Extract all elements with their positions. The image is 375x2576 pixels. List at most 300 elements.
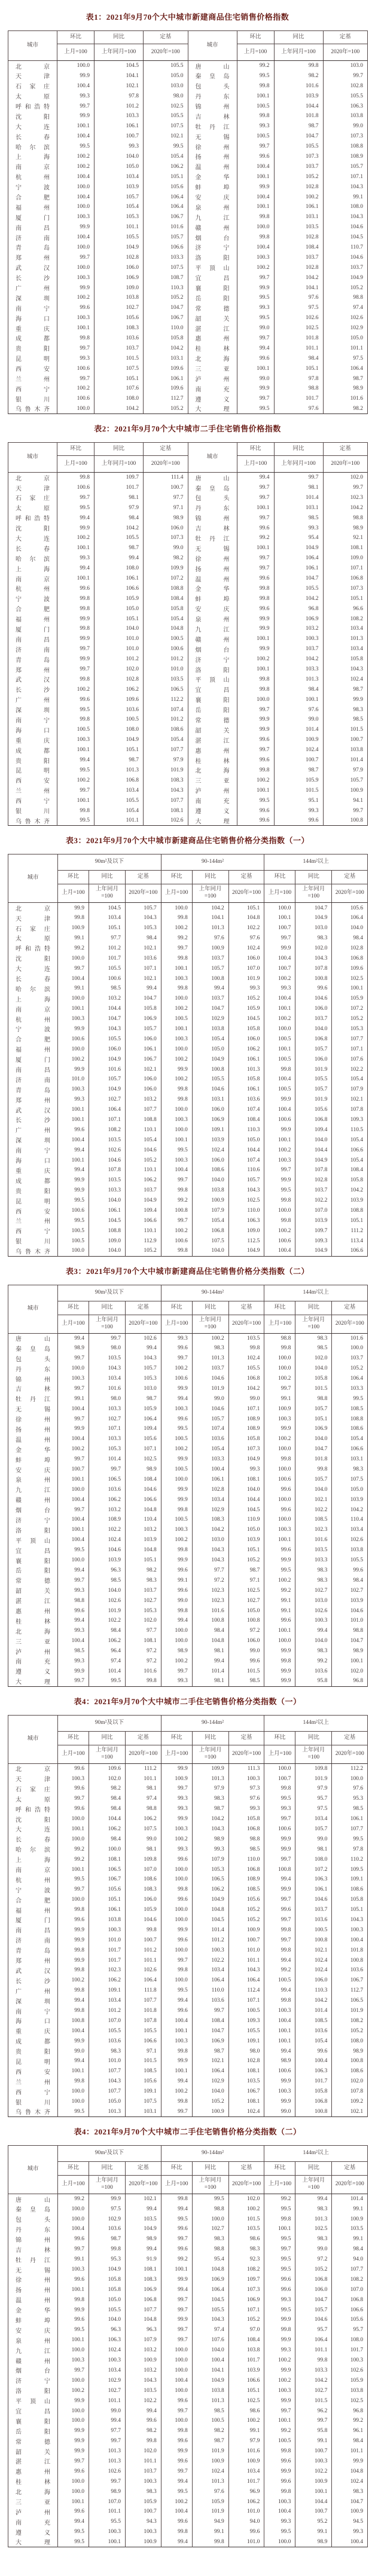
value-cell: 100.2 — [58, 2385, 89, 2396]
value-cell: 102.5 — [295, 2224, 332, 2234]
table-row — [8, 1085, 368, 1095]
sub-header: 上年同月=100 — [192, 1745, 228, 1763]
value-cell: 99.8 — [126, 1676, 161, 1686]
value-cell: 96.3 — [89, 1566, 126, 1576]
value-cell: 105.0 — [144, 71, 188, 81]
value-cell: 101.6 — [192, 1606, 228, 1616]
value-cell: 101.9 — [295, 1095, 332, 1105]
value-cell: 99.7 — [89, 1465, 126, 1475]
value-cell: 101.6 — [126, 1666, 161, 1676]
value-cell: 100.4 — [264, 953, 295, 963]
value-cell: 101.9 — [332, 2006, 368, 2016]
value-cell: 103.9 — [295, 1215, 332, 1226]
value-cell: 100.0 — [58, 953, 89, 963]
value-cell: 99.9 — [264, 1666, 295, 1676]
value-cell: 100.2 — [237, 654, 274, 664]
value-cell: 108.6 — [332, 1424, 368, 1434]
city-cell: 烟台 — [188, 644, 237, 654]
value-cell: 103.4 — [332, 1525, 368, 1535]
city-cell: 深圳 — [8, 705, 57, 715]
value-cell: 98.9 — [161, 1646, 192, 1656]
value-cell: 99.8 — [161, 953, 192, 963]
sub-header: 上年同月=100 — [94, 44, 144, 61]
value-cell: 105.5 — [228, 1364, 264, 1374]
city-cell: 秦皇岛 — [8, 2204, 58, 2214]
value-cell: 100.6 — [58, 1206, 89, 1216]
city-cell: 银川 — [8, 805, 57, 816]
table-row — [8, 2056, 368, 2066]
value-cell: 99.5 — [57, 142, 94, 152]
value-cell: 100.1 — [237, 664, 274, 675]
value-cell: 100.2 — [228, 2204, 264, 2214]
value-cell: 105.1 — [94, 614, 144, 624]
value-cell: 100.2 — [57, 775, 94, 785]
value-cell: 111.2 — [332, 1226, 368, 1236]
value-cell: 99.3 — [192, 1844, 228, 1854]
value-cell: 103.6 — [126, 953, 161, 963]
value-cell: 101.7 — [89, 953, 126, 963]
value-cell: 100.3 — [57, 272, 94, 283]
city-cell: 长沙 — [8, 1115, 58, 1125]
value-cell: 99.9 — [161, 2056, 192, 2066]
value-cell: 106.8 — [295, 1034, 332, 1044]
table-row — [8, 1105, 368, 1115]
value-cell: 106.4 — [144, 192, 188, 202]
value-cell: 98.2 — [323, 404, 368, 414]
city-cell: 包头 — [188, 492, 237, 503]
value-cell: 100.2 — [161, 1444, 192, 1454]
value-cell: 96.3 — [89, 2325, 126, 2335]
value-cell: 100.0 — [161, 903, 192, 913]
city-cell: 呼和浩特 — [8, 513, 57, 523]
sub-header: 上年同月=100 — [192, 1315, 228, 1333]
value-cell: 99.5 — [264, 2265, 295, 2275]
value-cell: 101.4 — [274, 492, 323, 503]
value-cell: 99.7 — [161, 1784, 192, 1794]
value-cell: 99.0 — [237, 323, 274, 333]
table-row — [8, 634, 368, 644]
value-cell: 101.6 — [274, 81, 323, 91]
value-cell: 106.3 — [295, 1874, 332, 1885]
value-cell: 105.8 — [323, 654, 368, 664]
city-cell: 青岛 — [8, 1085, 58, 1095]
city-cell: 徐州 — [188, 142, 237, 152]
table-row — [8, 1636, 368, 1646]
value-cell: 101.8 — [332, 1945, 368, 1955]
table-row — [8, 2385, 368, 2396]
value-cell: 100.3 — [264, 2497, 295, 2507]
value-cell: 99.7 — [264, 2244, 295, 2255]
value-cell: 102.6 — [274, 313, 323, 323]
value-cell: 101.6 — [144, 222, 188, 232]
value-cell: 106.2 — [126, 1175, 161, 1186]
value-cell: 104.3 — [228, 1965, 264, 1975]
value-cell: 103.7 — [295, 1014, 332, 1024]
value-cell: 100.3 — [161, 1034, 192, 1044]
value-cell: 99.8 — [237, 684, 274, 694]
value-cell: 105.1 — [89, 1895, 126, 1905]
value-cell: 104.3 — [192, 2315, 228, 2325]
value-cell: 99.5 — [58, 2106, 89, 2116]
value-cell: 100.5 — [264, 2436, 295, 2446]
value-cell: 100.8 — [192, 973, 228, 984]
value-cell: 100.1 — [332, 984, 368, 994]
value-cell: 102.2 — [295, 1505, 332, 1515]
value-cell: 99.8 — [228, 1343, 264, 1353]
table-row — [8, 1175, 368, 1186]
value-cell: 108.9 — [323, 152, 368, 162]
city-cell: 太原 — [8, 933, 58, 944]
col-header: 定基 — [332, 2161, 368, 2175]
table-row — [8, 715, 368, 725]
city-cell: 成都 — [8, 745, 57, 755]
value-cell: 100.6 — [57, 363, 94, 373]
city-cell: 西宁 — [8, 2087, 58, 2097]
value-cell: 99.3 — [58, 1626, 89, 1636]
value-cell: 98.2 — [192, 2426, 228, 2436]
value-cell: 101.3 — [89, 2446, 126, 2456]
value-cell: 100.0 — [161, 1125, 192, 1135]
value-cell: 100.2 — [264, 1374, 295, 1384]
city-cell: 韶关 — [188, 725, 237, 735]
value-cell: 103.0 — [295, 1595, 332, 1606]
value-cell: 99.7 — [264, 1854, 295, 1864]
value-cell: 107.1 — [89, 1424, 126, 1434]
data-table — [8, 2145, 368, 2547]
city-cell: 包头 — [8, 1353, 58, 1364]
value-cell: 103.3 — [144, 252, 188, 262]
value-cell: 104.9 — [295, 1246, 332, 1256]
value-cell: 99.9 — [58, 1175, 89, 1186]
value-cell: 96.3 — [126, 2325, 161, 2335]
value-cell: 99.8 — [57, 674, 94, 684]
value-cell: 99.4 — [295, 1626, 332, 1636]
value-cell: 100.1 — [57, 121, 94, 131]
table-row — [8, 1064, 368, 1074]
value-cell: 100.0 — [58, 1246, 89, 1256]
value-cell: 98.8 — [295, 1393, 332, 1404]
value-cell: 99.1 — [192, 2527, 228, 2537]
value-cell: 104.3 — [126, 2375, 161, 2385]
value-cell: 100.6 — [144, 644, 188, 654]
value-cell: 99.5 — [161, 1424, 192, 1434]
city-cell: 北海 — [8, 2486, 58, 2497]
city-cell: 常德 — [8, 1575, 58, 1585]
value-cell: 99.5 — [264, 2255, 295, 2265]
value-cell: 104.0 — [332, 923, 368, 933]
value-cell: 95.8 — [295, 2426, 332, 2436]
table-row — [8, 1925, 368, 1935]
col-header: 同比 — [274, 443, 323, 456]
value-cell: 98.5 — [192, 2406, 228, 2416]
city-cell: 湛江 — [8, 1595, 58, 1606]
city-cell: 南宁 — [8, 303, 57, 313]
sub-header: 上年同月=100 — [274, 44, 323, 61]
value-cell: 100.8 — [295, 973, 332, 984]
table-row — [8, 694, 368, 705]
value-cell: 99.1 — [332, 2234, 368, 2244]
value-cell: 99.5 — [57, 705, 94, 715]
value-cell: 99.4 — [264, 1986, 295, 1996]
value-cell: 99.8 — [57, 624, 94, 634]
value-cell: 100.0 — [161, 1626, 192, 1636]
value-cell: 97.4 — [192, 2325, 228, 2335]
value-cell: 100.6 — [58, 1034, 89, 1044]
table-row — [8, 644, 368, 654]
city-cell: 大理 — [8, 1676, 58, 1686]
value-cell: 102.4 — [89, 1535, 126, 1545]
table-row — [8, 1474, 368, 1484]
value-cell: 106.2 — [89, 1636, 126, 1646]
value-cell: 105.2 — [126, 1246, 161, 1256]
value-cell: 102.4 — [89, 2345, 126, 2356]
value-cell: 99.3 — [94, 142, 144, 152]
city-cell: 武汉 — [8, 674, 57, 684]
value-cell: 99.8 — [57, 333, 94, 344]
value-cell: 99.9 — [58, 903, 89, 913]
value-cell: 99.8 — [161, 984, 192, 994]
value-cell: 102.9 — [192, 2076, 228, 2087]
value-cell: 104.3 — [323, 212, 368, 222]
value-cell: 100.0 — [58, 2476, 89, 2486]
value-cell: 106.0 — [228, 953, 264, 963]
value-cell: 102.5 — [228, 1585, 264, 1595]
value-cell: 99.8 — [264, 1454, 295, 1465]
value-cell: 105.1 — [332, 1905, 368, 1915]
value-cell: 100.2 — [161, 1074, 192, 1085]
value-cell: 97.9 — [144, 755, 188, 765]
value-cell: 99.9 — [58, 1024, 89, 1034]
city-cell: 福州 — [8, 202, 57, 212]
table-row — [8, 2366, 368, 2376]
value-cell: 100.7 — [264, 1774, 295, 1784]
value-cell: 104.6 — [126, 1915, 161, 1925]
value-cell: 102.6 — [144, 816, 188, 826]
value-cell: 99.6 — [161, 1854, 192, 1864]
value-cell: 101.7 — [228, 2476, 264, 2486]
value-cell: 100.3 — [57, 212, 94, 222]
value-cell: 99.5 — [264, 2234, 295, 2244]
value-cell: 100.5 — [161, 1434, 192, 1444]
table-title: 表3：2021年9月70个大中城市新建商品住宅销售价格分类指数（二） — [65, 1266, 309, 1276]
value-cell: 100.3 — [58, 1014, 89, 1024]
value-cell: 105.5 — [89, 963, 126, 973]
value-cell: 106.4 — [89, 1105, 126, 1115]
value-cell: 106.7 — [144, 313, 188, 323]
value-cell: 106.1 — [228, 1085, 264, 1095]
city-cell: 吉林 — [8, 1383, 58, 1393]
value-cell: 103.2 — [89, 1505, 126, 1515]
value-cell: 99.2 — [264, 1585, 295, 1595]
value-cell: 98.1 — [192, 1646, 228, 1656]
value-cell: 99.7 — [89, 1333, 126, 1343]
value-cell: 100.2 — [264, 1014, 295, 1024]
value-cell: 104.8 — [192, 2265, 228, 2275]
value-cell: 107.4 — [228, 1105, 264, 1115]
value-cell: 103.0 — [192, 1535, 228, 1545]
value-cell: 99.9 — [161, 2446, 192, 2456]
value-cell: 102.1 — [295, 1494, 332, 1505]
value-cell: 108.8 — [89, 1226, 126, 1236]
value-cell: 100.1 — [264, 2416, 295, 2426]
value-cell: 97.7 — [126, 1626, 161, 1636]
value-cell: 105.5 — [126, 2026, 161, 2036]
table-row — [8, 1535, 368, 1545]
size-group-header: 90-144m² — [161, 854, 264, 871]
table-row — [8, 1364, 368, 1374]
city-cell: 烟台 — [8, 2366, 58, 2376]
value-cell: 104.9 — [228, 1454, 264, 1465]
value-cell: 99.5 — [264, 1794, 295, 1804]
value-cell: 100.1 — [58, 1115, 89, 1125]
value-cell: 99.4 — [58, 1165, 89, 1175]
value-cell: 100.1 — [237, 634, 274, 644]
value-cell: 102.1 — [295, 1945, 332, 1955]
value-cell: 97.7 — [192, 1566, 228, 1576]
value-cell: 112.9 — [126, 1236, 161, 1246]
value-cell: 99.8 — [264, 2486, 295, 2497]
value-cell: 102.9 — [192, 1014, 228, 1024]
table-row — [8, 1646, 368, 1656]
value-cell: 101.4 — [332, 2194, 368, 2204]
city-cell: 岳阳 — [8, 1566, 58, 1576]
city-cell: 郑州 — [8, 664, 57, 675]
value-cell: 100.7 — [144, 483, 188, 493]
value-cell: 102.8 — [295, 1175, 332, 1186]
city-cell: 扬州 — [8, 1424, 58, 1434]
value-cell: 97.5 — [89, 2204, 126, 2214]
value-cell: 99.8 — [237, 212, 274, 222]
data-table — [8, 1285, 368, 1687]
value-cell: 99.8 — [126, 2436, 161, 2446]
value-cell: 99.9 — [264, 2396, 295, 2406]
table-row — [8, 343, 368, 353]
value-cell: 98.5 — [274, 513, 323, 523]
value-cell: 100.4 — [57, 131, 94, 142]
table-row — [8, 1545, 368, 1555]
table-row — [8, 543, 368, 553]
table-row — [8, 1074, 368, 1085]
value-cell: 99.6 — [264, 1616, 295, 1626]
table-row — [8, 1004, 368, 1014]
value-cell: 102.5 — [332, 973, 368, 984]
value-cell: 109.3 — [332, 1115, 368, 1125]
value-cell: 99.5 — [264, 1186, 295, 1196]
value-cell: 103.5 — [228, 1333, 264, 1343]
city-cell: 天津 — [8, 71, 57, 81]
value-cell: 106.4 — [295, 2335, 332, 2345]
value-cell: 101.4 — [323, 755, 368, 765]
value-cell: 100.1 — [161, 2026, 192, 2036]
value-cell: 108.0 — [332, 2335, 368, 2345]
data-table — [8, 30, 368, 414]
value-cell: 101.7 — [89, 1945, 126, 1955]
col-header: 环比 — [264, 1301, 295, 1315]
value-cell: 99.7 — [161, 943, 192, 953]
table-row — [8, 785, 368, 795]
value-cell: 96.9 — [228, 2486, 264, 2497]
value-cell: 105.4 — [295, 2036, 332, 2046]
value-cell: 105.6 — [295, 1105, 332, 1115]
value-cell: 98.3 — [192, 1343, 228, 1353]
value-cell: 99.4 — [161, 1393, 192, 1404]
value-cell: 101.1 — [89, 2396, 126, 2406]
value-cell: 99.9 — [264, 1555, 295, 1566]
value-cell: 99.4 — [58, 1333, 89, 1343]
value-cell: 104.0 — [228, 1484, 264, 1494]
city-cell: 沈阳 — [8, 1814, 58, 1824]
city-cell: 惠州 — [188, 745, 237, 755]
value-cell: 100.6 — [264, 1474, 295, 1484]
value-cell: 105.4 — [332, 1155, 368, 1165]
city-cell: 南京 — [8, 574, 57, 584]
value-cell: 100.0 — [161, 1915, 192, 1925]
value-cell: 102.6 — [89, 1145, 126, 1155]
value-cell: 98.4 — [89, 1804, 126, 1814]
value-cell: 100.0 — [161, 1044, 192, 1054]
value-cell: 108.8 — [144, 583, 188, 593]
value-cell: 105.7 — [126, 1364, 161, 1374]
value-cell: 99.4 — [237, 473, 274, 483]
value-cell: 99.7 — [323, 71, 368, 81]
value-cell: 99.8 — [58, 1905, 89, 1915]
value-cell: 100.8 — [323, 816, 368, 826]
value-cell: 100.6 — [264, 1115, 295, 1125]
value-cell: 102.4 — [295, 1965, 332, 1975]
value-cell: 99.7 — [58, 2366, 89, 2376]
value-cell: 107.1 — [126, 963, 161, 973]
value-cell: 100.1 — [237, 91, 274, 101]
value-cell: 100.0 — [89, 1844, 126, 1854]
value-cell: 106.6 — [126, 1215, 161, 1226]
value-cell: 105.2 — [332, 1364, 368, 1374]
value-cell: 98.0 — [144, 91, 188, 101]
value-cell: 99.8 — [161, 2046, 192, 2056]
city-cell: 泉州 — [8, 2335, 58, 2345]
value-cell: 101.3 — [192, 1353, 228, 1364]
value-cell: 100.2 — [57, 384, 94, 394]
table-row — [8, 654, 368, 664]
value-cell: 99.6 — [161, 2244, 192, 2255]
sub-header: 上月=100 — [58, 884, 89, 903]
city-cell: 丹东 — [188, 91, 237, 101]
value-cell: 99.7 — [323, 805, 368, 816]
city-cell: 哈尔滨 — [8, 1844, 58, 1854]
size-group-header: 90-144m² — [161, 1715, 264, 1731]
value-cell: 104.0 — [295, 1135, 332, 1145]
value-cell: 101.5 — [228, 2214, 264, 2224]
value-cell: 100.1 — [57, 543, 94, 553]
value-cell: 99.9 — [58, 2305, 89, 2315]
value-cell: 108.9 — [228, 1414, 264, 1424]
value-cell: 106.2 — [126, 1814, 161, 1824]
value-cell: 100.3 — [264, 2385, 295, 2396]
table-row — [8, 1575, 368, 1585]
sub-header: 上月=100 — [237, 44, 274, 61]
value-cell: 104.8 — [126, 1545, 161, 1555]
size-group-header: 90-144m² — [161, 1285, 264, 1301]
value-cell: 100.1 — [57, 745, 94, 755]
sub-header: 上年同月=100 — [192, 2175, 228, 2194]
value-cell: 99.7 — [57, 785, 94, 795]
value-cell: 101.1 — [332, 2446, 368, 2456]
value-cell: 106.1 — [332, 1814, 368, 1824]
value-cell: 99.9 — [237, 614, 274, 624]
value-cell: 105.8 — [228, 1814, 264, 1824]
value-cell: 100.3 — [264, 1155, 295, 1165]
city-cell: 太原 — [8, 503, 57, 513]
value-cell: 98.6 — [228, 2406, 264, 2416]
